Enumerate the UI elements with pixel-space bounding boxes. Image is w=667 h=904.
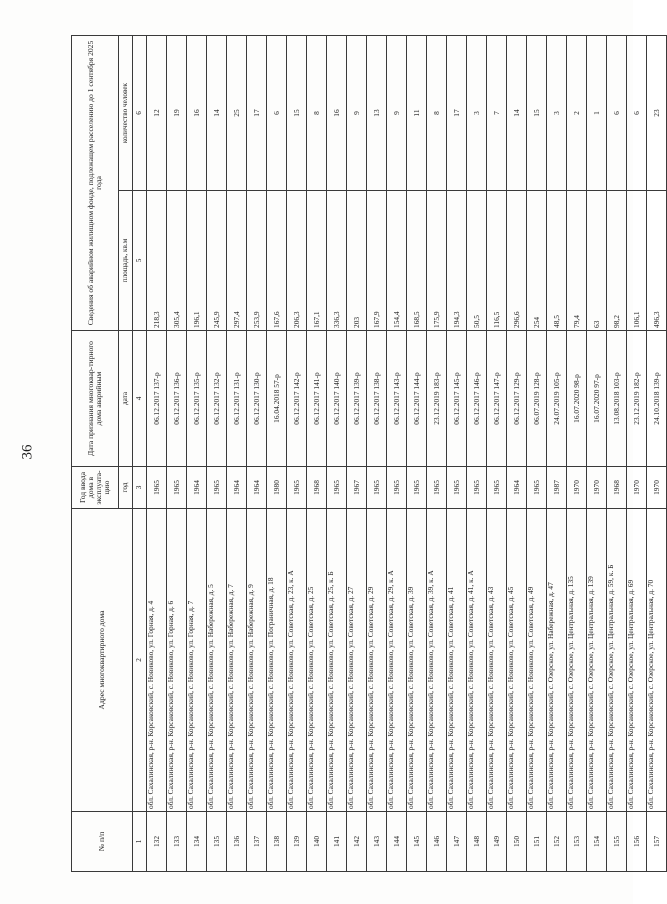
- row-address: обл. Сахалинская, р-н. Корсаковский, с. Новиково, ул. Советская, д. 43: [487, 509, 507, 812]
- row-area: 305,4: [167, 191, 187, 331]
- row-people: 9: [387, 36, 407, 191]
- col-number-2: 2: [133, 509, 147, 812]
- row-area: 167,6: [267, 191, 287, 331]
- row-address: обл. Сахалинская, р-н. Корсаковский, с. Новиково, ул. Советская, д. 25: [307, 509, 327, 812]
- row-year: 1965: [327, 467, 347, 509]
- row-people: 11: [407, 36, 427, 191]
- row-date: 06.12.2017 144-р: [407, 331, 427, 467]
- row-address: обл. Сахалинская, р-н. Корсаковский, с. Озерское, ул. Центральная, д. 139: [587, 509, 607, 812]
- row-number: 141: [327, 812, 347, 872]
- row-area: 254: [527, 191, 547, 331]
- row-date: 06.12.2017 136-р: [167, 331, 187, 467]
- row-date: 13.08.2018 103-р: [607, 331, 627, 467]
- table-frame: [71, 36, 661, 872]
- row-date: 06.12.2017 146-р: [467, 331, 487, 467]
- row-year: 1965: [167, 467, 187, 509]
- page-number-text: 36: [19, 444, 36, 460]
- row-number: 135: [207, 812, 227, 872]
- row-number: 138: [267, 812, 287, 872]
- row-number: 154: [587, 812, 607, 872]
- row-number: 146: [427, 812, 447, 872]
- row-area: 168,5: [407, 191, 427, 331]
- row-number: 137: [247, 812, 267, 872]
- table-row: [607, 36, 627, 872]
- table-row: [547, 36, 567, 872]
- row-number: 155: [607, 812, 627, 872]
- row-date: 24.10.2018 139-р: [647, 331, 667, 467]
- row-address: обл. Сахалинская, р-н. Корсаковский, с. Новиково, ул. Советская, д. 25, к. Б: [327, 509, 347, 812]
- row-area: 63: [587, 191, 607, 331]
- row-people: 12: [147, 36, 167, 191]
- subheader-date: дата: [119, 331, 133, 467]
- row-number: 153: [567, 812, 587, 872]
- row-date: 06.12.2017 145-р: [447, 331, 467, 467]
- row-people: 7: [487, 36, 507, 191]
- row-people: 15: [287, 36, 307, 191]
- row-people: 17: [247, 36, 267, 191]
- row-year: 1965: [287, 467, 307, 509]
- row-number: 157: [647, 812, 667, 872]
- row-year: 1965: [527, 467, 547, 509]
- table-row: [347, 36, 367, 872]
- col-number-6: 6: [133, 36, 147, 191]
- row-address: обл. Сахалинская, р-н. Корсаковский, с. Новиково, ул. Советская, д. 27: [347, 509, 367, 812]
- subheader-year: год: [119, 467, 133, 509]
- row-number: 148: [467, 812, 487, 872]
- row-area: 116,5: [487, 191, 507, 331]
- row-address: обл. Сахалинская, р-н. Корсаковский, с. Озерское, ул. Центральная, д. 69: [627, 509, 647, 812]
- row-year: 1970: [647, 467, 667, 509]
- header-address: Адрес многоквартирного дома: [72, 509, 133, 812]
- row-people: 15: [527, 36, 547, 191]
- row-number: 156: [627, 812, 647, 872]
- header-year: Год ввода дома в эксплуата-цию: [72, 467, 119, 509]
- row-date: 16.07.2020 98-р: [567, 331, 587, 467]
- row-number: 140: [307, 812, 327, 872]
- row-number: 132: [147, 812, 167, 872]
- row-number: 133: [167, 812, 187, 872]
- header-emergency-info: Сведения об аварийном жилищном фонде, подлежащем расселению до 1 сентября 2025 года: [72, 36, 119, 331]
- row-address: обл. Сахалинская, р-н. Корсаковский, с. Новиково, ул. Советская, д. 29: [367, 509, 387, 812]
- row-area: 296,6: [507, 191, 527, 331]
- row-people: 14: [207, 36, 227, 191]
- row-area: 297,4: [227, 191, 247, 331]
- row-area: 336,3: [327, 191, 347, 331]
- row-year: 1968: [307, 467, 327, 509]
- table-row: [167, 36, 187, 872]
- row-address: обл. Сахалинская, р-н. Корсаковский, с. Новиково, ул. Горная, д. 4: [147, 509, 167, 812]
- row-area: 50,5: [467, 191, 487, 331]
- row-number: 134: [187, 812, 207, 872]
- row-area: 203: [347, 191, 367, 331]
- row-address: обл. Сахалинская, р-н. Корсаковский, с. Новиково, ул. Советская, д. 39, к. А: [427, 509, 447, 812]
- table-row: [467, 36, 487, 872]
- row-number: 136: [227, 812, 247, 872]
- row-area: 154,4: [387, 191, 407, 331]
- col-number-4: 4: [133, 331, 147, 467]
- row-date: 06.12.2017 141-р: [307, 331, 327, 467]
- table-row: [487, 36, 507, 872]
- table-row: [327, 36, 347, 872]
- row-area: 167,9: [367, 191, 387, 331]
- table-row: [247, 36, 267, 872]
- row-year: 1964: [227, 467, 247, 509]
- row-date: 06.12.2017 147-р: [487, 331, 507, 467]
- row-year: 1970: [587, 467, 607, 509]
- col-number-5: 5: [133, 191, 147, 331]
- row-people: 3: [547, 36, 567, 191]
- row-number: 151: [527, 812, 547, 872]
- row-area: 218,3: [147, 191, 167, 331]
- row-people: 16: [327, 36, 347, 191]
- row-people: 25: [227, 36, 247, 191]
- row-people: 6: [607, 36, 627, 191]
- row-area: 253,9: [247, 191, 267, 331]
- row-area: 496,3: [647, 191, 667, 331]
- row-date: 06.12.2017 139-р: [347, 331, 367, 467]
- row-people: 3: [467, 36, 487, 191]
- row-year: 1965: [147, 467, 167, 509]
- row-people: 6: [267, 36, 287, 191]
- table-row: [207, 36, 227, 872]
- row-address: обл. Сахалинская, р-н. Корсаковский, с. Новиково, ул. Набережная, д. 9: [247, 509, 267, 812]
- row-address: обл. Сахалинская, р-н. Корсаковский, с. Новиково, ул. Советская, д. 45: [507, 509, 527, 812]
- row-address: обл. Сахалинская, р-н. Корсаковский, с. Озерское, ул. Центральная, д. 70: [647, 509, 667, 812]
- row-number: 143: [367, 812, 387, 872]
- row-number: 139: [287, 812, 307, 872]
- row-address: обл. Сахалинская, р-н. Корсаковский, с. Новиково, ул. Советская, д. 41, к. А: [467, 509, 487, 812]
- row-area: 167,1: [307, 191, 327, 331]
- rotated-table-wrapper: [71, 36, 661, 872]
- row-area: 245,9: [207, 191, 227, 331]
- row-year: 1964: [187, 467, 207, 509]
- table-row: [587, 36, 607, 872]
- row-date: 06.12.2017 137-р: [147, 331, 167, 467]
- row-date: 06.12.2017 135-р: [187, 331, 207, 467]
- row-date: 06.12.2017 142-р: [287, 331, 307, 467]
- subheader-people: количество человек: [119, 36, 133, 191]
- row-address: обл. Сахалинская, р-н. Корсаковский, с. Новиково, ул. Советская, д. 23, к. А: [287, 509, 307, 812]
- table-row: [427, 36, 447, 872]
- row-people: 23: [647, 36, 667, 191]
- row-year: 1970: [567, 467, 587, 509]
- row-date: 06.12.2017 131-р: [227, 331, 247, 467]
- row-address: обл. Сахалинская, р-н. Корсаковский, с. Новиково, ул. Горная, д. 7: [187, 509, 207, 812]
- row-address: обл. Сахалинская, р-н. Корсаковский, с. Новиково, ул. Советская, д. 29, к. А: [387, 509, 407, 812]
- row-date: 24.07.2019 105-р: [547, 331, 567, 467]
- table-row: [507, 36, 527, 872]
- row-area: 48,5: [547, 191, 567, 331]
- header-recognition-date: Дата признания многоквар-тирного дома аварийным: [72, 331, 119, 467]
- row-number: 142: [347, 812, 367, 872]
- table-row: [147, 36, 167, 872]
- housing-table: [71, 35, 667, 872]
- table-row: [287, 36, 307, 872]
- row-number: 149: [487, 812, 507, 872]
- row-date: 06.12.2017 132-р: [207, 331, 227, 467]
- row-address: обл. Сахалинская, р-н. Корсаковский, с. Новиково, ул. Набережная, д. 5: [207, 509, 227, 812]
- col-number-1: 1: [133, 812, 147, 872]
- row-number: 145: [407, 812, 427, 872]
- subheader-area: площадь, кв.м: [119, 191, 133, 331]
- row-people: 8: [307, 36, 327, 191]
- row-year: 1970: [627, 467, 647, 509]
- row-number: 147: [447, 812, 467, 872]
- col-number-3: 3: [133, 467, 147, 509]
- row-people: 14: [507, 36, 527, 191]
- row-address: обл. Сахалинская, р-н. Корсаковский, с. Новиково, ул. Советская, д. 39: [407, 509, 427, 812]
- table-row: [627, 36, 647, 872]
- row-number: 144: [387, 812, 407, 872]
- row-date: 16.07.2020 97-р: [587, 331, 607, 467]
- row-year: 1987: [547, 467, 567, 509]
- row-year: 1965: [447, 467, 467, 509]
- row-date: 06.07.2019 128-р: [527, 331, 547, 467]
- row-people: 13: [367, 36, 387, 191]
- row-people: 16: [187, 36, 207, 191]
- row-year: 1965: [427, 467, 447, 509]
- row-year: 1964: [507, 467, 527, 509]
- page-number: [19, 434, 36, 470]
- row-year: 1965: [407, 467, 427, 509]
- table-row: [187, 36, 207, 872]
- row-area: 175,9: [427, 191, 447, 331]
- table-row: [227, 36, 247, 872]
- row-address: обл. Сахалинская, р-н. Корсаковский, с. Новиково, ул. Советская, д. 49: [527, 509, 547, 812]
- row-year: 1965: [487, 467, 507, 509]
- table-row: [447, 36, 467, 872]
- table-row: [267, 36, 287, 872]
- table-row: [387, 36, 407, 872]
- row-address: обл. Сахалинская, р-н. Корсаковский, с. Новиково, ул. Набережная, д. 7: [227, 509, 247, 812]
- row-number: 152: [547, 812, 567, 872]
- row-year: 1965: [207, 467, 227, 509]
- row-year: 1980: [267, 467, 287, 509]
- table-row: [527, 36, 547, 872]
- row-area: 196,1: [187, 191, 207, 331]
- row-people: 1: [587, 36, 607, 191]
- row-area: 98,2: [607, 191, 627, 331]
- row-year: 1967: [347, 467, 367, 509]
- row-date: 16.04.2018 57-р: [267, 331, 287, 467]
- row-date: 23.12.2019 183-р: [427, 331, 447, 467]
- row-address: обл. Сахалинская, р-н. Корсаковский, с. Озерское, ул. Центральная, д. 59, к. Б: [607, 509, 627, 812]
- table-row: [307, 36, 327, 872]
- table-header: [72, 36, 147, 872]
- row-address: обл. Сахалинская, р-н. Корсаковский, с. Новиково, ул. Советская, д. 41: [447, 509, 467, 812]
- row-people: 19: [167, 36, 187, 191]
- row-year: 1965: [367, 467, 387, 509]
- row-year: 1964: [247, 467, 267, 509]
- row-people: 17: [447, 36, 467, 191]
- row-year: 1968: [607, 467, 627, 509]
- row-number: 150: [507, 812, 527, 872]
- table-row: [367, 36, 387, 872]
- row-area: 194,3: [447, 191, 467, 331]
- row-people: 6: [627, 36, 647, 191]
- row-address: обл. Сахалинская, р-н. Корсаковский, с. Озерское, ул. Центральная, д. 135: [567, 509, 587, 812]
- row-area: 106,1: [627, 191, 647, 331]
- row-date: 06.12.2017 129-р: [507, 331, 527, 467]
- row-people: 8: [427, 36, 447, 191]
- table-row: [407, 36, 427, 872]
- row-date: 06.12.2017 138-р: [367, 331, 387, 467]
- row-area: 206,3: [287, 191, 307, 331]
- table-row: [567, 36, 587, 872]
- row-date: 06.12.2017 130-р: [247, 331, 267, 467]
- row-address: обл. Сахалинская, р-н. Корсаковский, с. Озерское, ул. Набережная, д. 47: [547, 509, 567, 812]
- row-date: 23.12.2019 182-р: [627, 331, 647, 467]
- header-num: № п/п: [72, 812, 133, 872]
- row-address: обл. Сахалинская, р-н. Корсаковский, с. Новиково, ул. Горная, д. 6: [167, 509, 187, 812]
- row-year: 1965: [467, 467, 487, 509]
- row-area: 79,4: [567, 191, 587, 331]
- row-date: 06.12.2017 143-р: [387, 331, 407, 467]
- row-address: обл. Сахалинская, р-н. Корсаковский, с. Новиково, ул. Пограничная, д. 18: [267, 509, 287, 812]
- table-body: [147, 36, 667, 872]
- row-people: 2: [567, 36, 587, 191]
- table-row: [647, 36, 667, 872]
- row-date: 06.12.2017 140-р: [327, 331, 347, 467]
- row-year: 1965: [387, 467, 407, 509]
- row-people: 9: [347, 36, 367, 191]
